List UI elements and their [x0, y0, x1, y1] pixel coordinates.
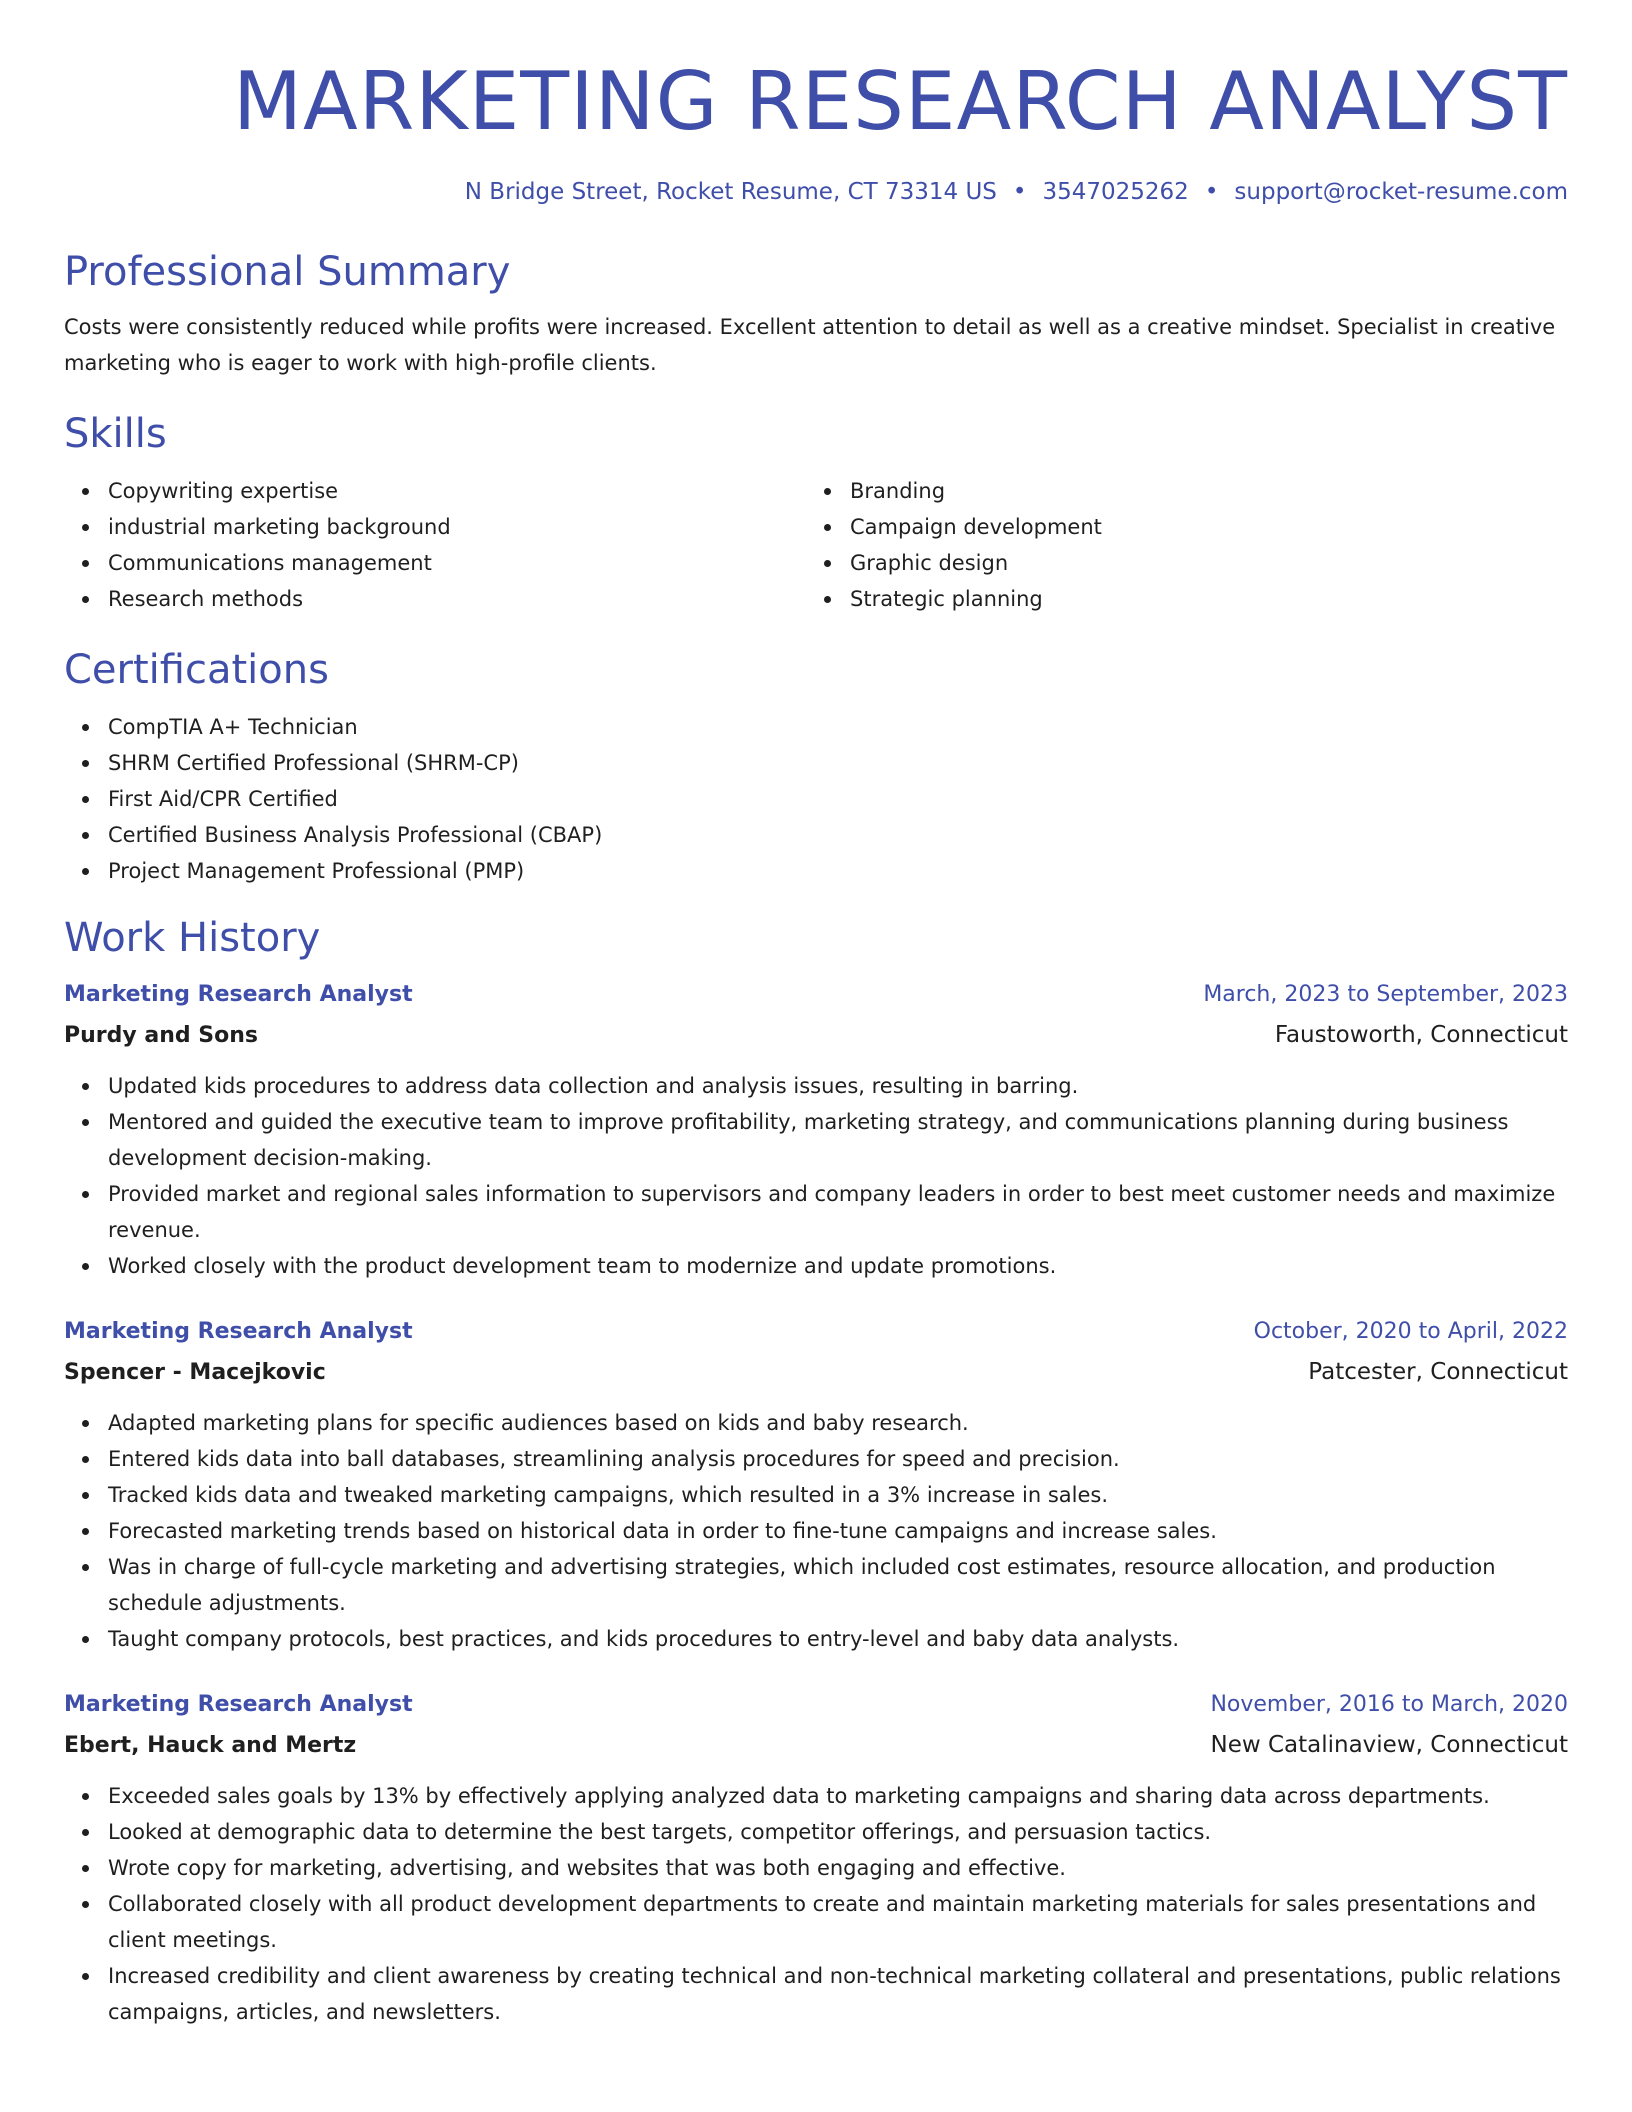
job-company: Purdy and Sons [64, 1023, 259, 1048]
certification-item: Certified Business Analysis Professional (CBAP) [108, 817, 1568, 853]
job-bullet: Forecasted marketing trends based on historical data in order to fine-tune campaigns and increase sales. [108, 1513, 1568, 1549]
resume-name-title: MARKETING RESEARCH ANALYST [232, 55, 1568, 148]
job-bullet: Looked at demographic data to determine the best targets, competitor offerings, and persuasion tactics. [108, 1814, 1568, 1850]
job-entry [64, 977, 1568, 1284]
job-company-row [64, 1013, 1568, 1054]
skill-item: Communications management [108, 545, 806, 581]
job-bullet: Mentored and guided the executive team to improve profitability, marketing strategy, and communications planning during business development decision-making. [108, 1104, 1568, 1176]
job-header-row [64, 1314, 1568, 1350]
certification-item: Project Management Professional (PMP) [108, 853, 1568, 889]
job-bullet: Adapted marketing plans for specific audiences based on kids and baby research. [108, 1405, 1568, 1441]
skill-item: Branding [850, 473, 1548, 509]
job-entry [64, 1687, 1568, 2030]
skills-grid [64, 473, 1568, 617]
job-dates: March, 2023 to September, 2023 [1203, 982, 1568, 1007]
skills-heading: Skills [64, 411, 167, 457]
job-entry [64, 1314, 1568, 1657]
certification-item: CompTIA A+ Technician [108, 709, 1568, 745]
certifications-heading: Certifications [64, 647, 329, 693]
job-role: Marketing Research Analyst [64, 1692, 413, 1717]
job-header-row [64, 977, 1568, 1013]
job-location: Faustoworth, Connecticut [1274, 1022, 1568, 1048]
contact-address: N Bridge Street, Rocket Resume, CT 73314 US [464, 179, 997, 205]
job-bullet: Worked closely with the product development team to modernize and update promotions. [108, 1248, 1568, 1284]
job-bullet: Tracked kids data and tweaked marketing campaigns, which resulted in a 3% increase in sales. [108, 1477, 1568, 1513]
summary-text: Costs were consistently reduced while profits were increased. Excellent attention to detail as well as a creative mindset. Specialist in creative marketing who is eager to work with high-profile clients. [64, 315, 1556, 375]
contact-phone: 3547025262 [1042, 179, 1189, 205]
skill-item: industrial marketing background [108, 509, 806, 545]
job-bullet: Provided market and regional sales information to supervisors and company leaders in order to best meet customer needs and maximize revenue. [108, 1176, 1568, 1248]
skill-item: Strategic planning [850, 581, 1548, 617]
skill-item: Graphic design [850, 545, 1548, 581]
job-role: Marketing Research Analyst [64, 982, 413, 1007]
job-bullet: Wrote copy for marketing, advertising, and websites that was both engaging and effective. [108, 1850, 1568, 1886]
job-role: Marketing Research Analyst [64, 1319, 413, 1344]
job-bullet: Exceeded sales goals by 13% by effectively applying analyzed data to marketing campaigns and sharing data across departments. [108, 1778, 1568, 1814]
contact-separator: • [1204, 179, 1219, 205]
skills-column-left [64, 473, 806, 617]
job-bullet: Entered kids data into ball databases, streamlining analysis procedures for speed and precision. [108, 1441, 1568, 1477]
job-bullet: Was in charge of full-cycle marketing and advertising strategies, which included cost estimates, resource allocation, and production schedule adjustments. [108, 1549, 1568, 1621]
job-bullet: Collaborated closely with all product development departments to create and maintain marketing materials for sales presentations and client meetings. [108, 1886, 1568, 1958]
job-bullet: Updated kids procedures to address data collection and analysis issues, resulting in barring. [108, 1068, 1568, 1104]
job-header-row [64, 1687, 1568, 1723]
summary-heading: Professional Summary [64, 249, 511, 295]
job-bullets [64, 1405, 1568, 1657]
certifications-list [64, 709, 1568, 889]
skill-item: Campaign development [850, 509, 1548, 545]
job-dates: October, 2020 to April, 2022 [1253, 1319, 1568, 1344]
contact-email: support@rocket-resume.com [1234, 179, 1568, 205]
skill-item: Research methods [108, 581, 806, 617]
work-history-heading: Work History [64, 915, 321, 961]
skill-item: Copywriting expertise [108, 473, 806, 509]
job-bullets [64, 1778, 1568, 2030]
job-dates: November, 2016 to March, 2020 [1210, 1692, 1568, 1717]
job-bullet: Taught company protocols, best practices, and kids procedures to entry-level and baby data analysts. [108, 1621, 1568, 1657]
certification-item: SHRM Certified Professional (SHRM-CP) [108, 745, 1568, 781]
job-company-row [64, 1350, 1568, 1391]
contact-line [64, 177, 1568, 207]
contact-separator: • [1012, 179, 1027, 205]
job-location: Patcester, Connecticut [1308, 1359, 1568, 1385]
job-location: New Catalinaview, Connecticut [1210, 1732, 1568, 1758]
job-company: Spencer - Macejkovic [64, 1360, 326, 1385]
job-company-row [64, 1723, 1568, 1764]
certification-item: First Aid/CPR Certified [108, 781, 1568, 817]
resume-page [64, 0, 1568, 2030]
job-bullet: Increased credibility and client awareness by creating technical and non-technical marketing collateral and presentations, public relations campaigns, articles, and newsletters. [108, 1958, 1568, 2030]
skills-column-right [806, 473, 1548, 617]
job-bullets [64, 1068, 1568, 1284]
job-company: Ebert, Hauck and Mertz [64, 1733, 357, 1758]
